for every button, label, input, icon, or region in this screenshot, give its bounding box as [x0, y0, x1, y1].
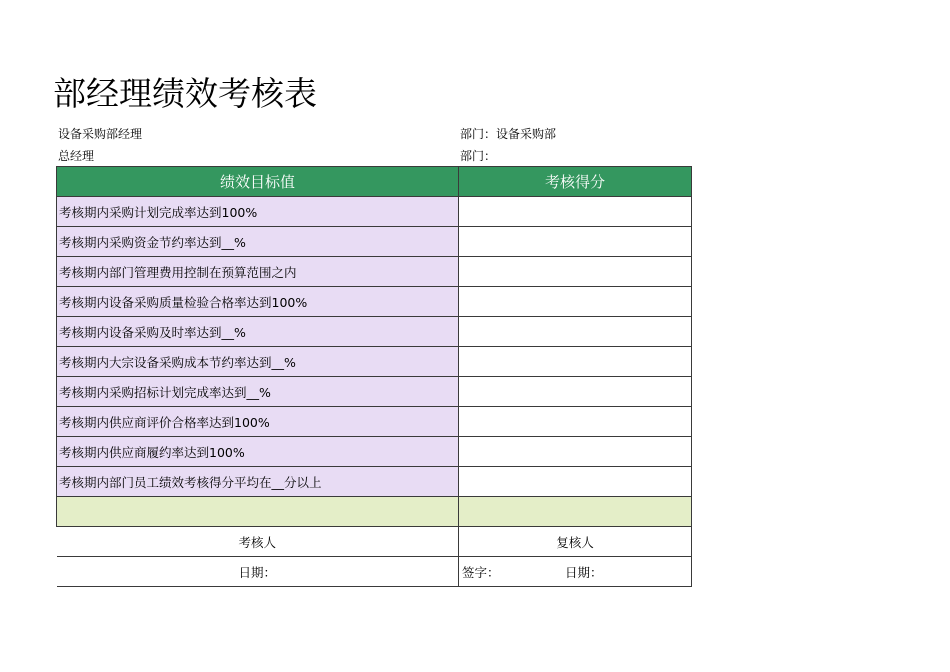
score-cell[interactable]	[459, 347, 692, 377]
score-cell[interactable]	[459, 317, 692, 347]
score-cell[interactable]	[459, 227, 692, 257]
goal-cell[interactable]: 考核期内采购计划完成率达到100%	[57, 197, 459, 227]
date-left-label: 日期：	[57, 557, 459, 587]
position-label: 设备采购部经理	[58, 127, 143, 141]
sign-date-cell[interactable]	[459, 557, 692, 587]
date-right-label: 日期：	[565, 565, 603, 580]
signer-row	[57, 527, 692, 557]
score-cell[interactable]	[459, 467, 692, 497]
goal-cell[interactable]: 考核期内部门管理费用控制在预算范围之内	[57, 257, 459, 287]
superior-label: 总经理	[58, 149, 95, 163]
table-row	[57, 347, 692, 377]
total-score-cell[interactable]	[459, 497, 692, 527]
department-label-1: 部门：设备采购部	[460, 127, 557, 141]
score-cell[interactable]	[459, 437, 692, 467]
score-cell[interactable]	[459, 407, 692, 437]
table-row	[57, 437, 692, 467]
table-row	[57, 287, 692, 317]
goal-cell[interactable]: 考核期内采购资金节约率达到__%	[57, 227, 459, 257]
goal-cell[interactable]: 考核期内供应商履约率达到100%	[57, 437, 459, 467]
score-cell[interactable]	[459, 197, 692, 227]
table-row	[57, 377, 692, 407]
department-label-2: 部门：	[460, 149, 497, 163]
goal-cell[interactable]: 考核期内设备采购质量检验合格率达到100%	[57, 287, 459, 317]
assessor-label: 考核人	[57, 527, 459, 557]
goal-cell[interactable]: 考核期内供应商评价合格率达到100%	[57, 407, 459, 437]
table-header-row	[57, 167, 692, 197]
header-score: 考核得分	[459, 167, 692, 197]
score-cell[interactable]	[459, 257, 692, 287]
table-row	[57, 197, 692, 227]
score-cell[interactable]	[459, 377, 692, 407]
table-row	[57, 257, 692, 287]
date-row	[57, 557, 692, 587]
page-title: 部经理绩效考核表	[53, 74, 317, 113]
total-goal-cell[interactable]	[57, 497, 459, 527]
sign-label: 签字：	[462, 565, 500, 580]
table-row	[57, 407, 692, 437]
score-cell[interactable]	[459, 287, 692, 317]
table-row	[57, 317, 692, 347]
goal-cell[interactable]: 考核期内大宗设备采购成本节约率达到__%	[57, 347, 459, 377]
table-row	[57, 227, 692, 257]
goal-cell[interactable]: 考核期内部门员工绩效考核得分平均在__分以上	[57, 467, 459, 497]
total-row	[57, 497, 692, 527]
table-row	[57, 467, 692, 497]
goal-cell[interactable]: 考核期内采购招标计划完成率达到__%	[57, 377, 459, 407]
reviewer-label: 复核人	[459, 527, 692, 557]
goal-cell[interactable]: 考核期内设备采购及时率达到__%	[57, 317, 459, 347]
assessment-table	[56, 166, 692, 587]
header-goal: 绩效目标值	[57, 167, 459, 197]
